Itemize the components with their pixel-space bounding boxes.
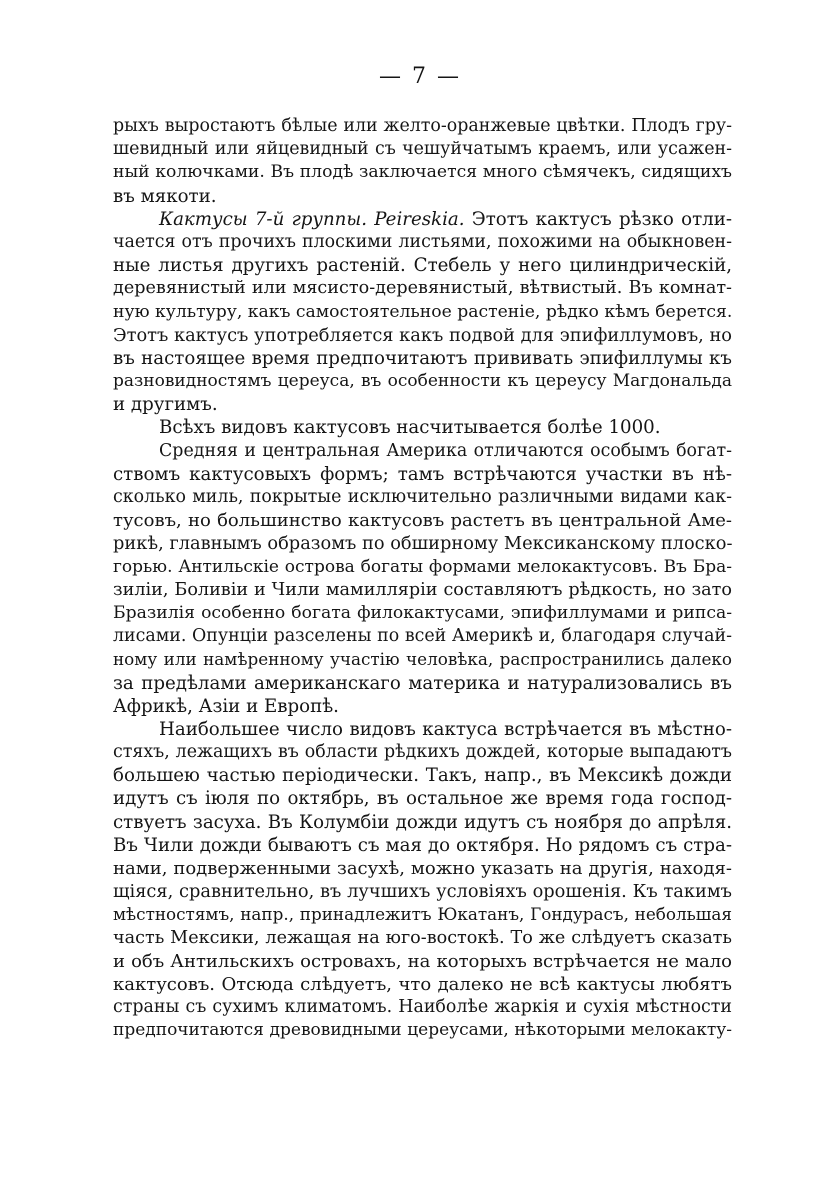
text-line: мѣстностямъ, напр., принадлежитъ Юкатанъ, Гондурасъ, небольшая xyxy=(113,904,732,925)
text-line: ствомъ кактусовыхъ формъ; тамъ встрѣчаются участки въ нѣ- xyxy=(113,463,732,485)
text-line: Этотъ кактусъ употребляется какъ подвой для эпифиллумовъ, но xyxy=(113,324,733,346)
text-line: шевидный или яйцевидный съ чешуйчатымъ краемъ, или усажен- xyxy=(113,139,732,160)
body-text xyxy=(113,115,732,1043)
text-line: ствуетъ засуха. Въ Колумбіи дожди идутъ съ ноября до апрѣля. xyxy=(113,811,732,833)
text-line: часть Мексики, лежащая на юго-востокѣ. То же слѣдуетъ сказать xyxy=(113,927,732,948)
text-line: зиліи, Боливіи и Чили мамилляріи составляютъ рѣдкость, но зато xyxy=(113,579,732,600)
text-line: Африкѣ, Азіи и Европѣ. xyxy=(113,695,339,717)
text-line: рыхъ выростаютъ бѣлые или желто-оранжевые цвѣтки. Плодъ гру- xyxy=(113,116,732,136)
text-line: горью. Антильскіе острова богаты формами мелокактусовъ. Въ Бра- xyxy=(113,556,732,577)
text-line: стяхъ, лежащихъ въ области рѣдкихъ дождей, которые выпадаютъ xyxy=(113,742,732,763)
text-line: Наибольшее число видовъ кактуса встрѣчается въ мѣстно- xyxy=(159,718,732,740)
text-line: Средняя и центральная Америка отличаются особымъ богат- xyxy=(159,440,732,461)
page-number: — 7 — xyxy=(379,64,461,89)
text-line: рикѣ, главнымъ образомъ по обширному Мексиканскому плоско- xyxy=(113,533,733,555)
text-line: идутъ съ іюля по октябрь, въ остальное же время года господ- xyxy=(113,788,732,810)
text-line: разновидностямъ цереуса, въ особенности къ цереусу Магдональда xyxy=(113,371,732,392)
text-line: щіяся, сравнительно, въ лучшихъ условіяхъ орошенія. Къ такимъ xyxy=(113,881,732,903)
text-line: Въ Чили дожди бываютъ съ мая до октября. Но рядомъ съ стра- xyxy=(113,834,732,856)
text-line: лисами. Опунціи разселены по всей Америкѣ и, благодаря случай- xyxy=(113,626,732,647)
text-line: ную культуру, какъ самостоятельное растеніе, рѣдко кѣмъ берется. xyxy=(113,301,733,322)
text-line: въ настоящее время предпочитаютъ прививать эпифиллумы къ xyxy=(113,347,732,369)
text-line: страны съ сухимъ климатомъ. Наиболѣе жаркія и сухія мѣстности xyxy=(113,997,732,1018)
text-line: деревянистый или мясисто-деревянистый, вѣтвистый. Въ комнат- xyxy=(113,278,732,299)
text-line: и объ Антильскихъ островахъ, на которыхъ встрѣчается не мало xyxy=(113,950,732,972)
section-heading: Кактусы 7-й группы. Peireskia. xyxy=(159,208,465,230)
text-line: чается отъ прочихъ плоскими листьями, похожими на обыкновен- xyxy=(113,231,732,252)
text-line: предпочитаются древовидными цереусами, нѣкоторыми мелокакту- xyxy=(113,1020,732,1041)
text-line: сколько миль, покрытые исключительно различными видами как- xyxy=(113,487,732,507)
text-line: ному или намѣренному участію человѣка, распространились далеко xyxy=(113,649,732,670)
text-line: за предѣлами американскаго материка и натурализовались въ xyxy=(113,672,732,694)
text-line: нами, подверженными засухѣ, можно указать на другія, находя- xyxy=(113,858,732,879)
text-line: кактусовъ. Отсюда слѣдуетъ, что далеко не всѣ кактусы любятъ xyxy=(113,973,732,995)
text-line: тусовъ, но большинство кактусовъ растетъ въ центральной Аме- xyxy=(113,510,732,532)
text-line: Бразилія особенно богата филокактусами, эпифиллумами и рипса- xyxy=(113,602,732,623)
text-line: ный колючками. Въ плодѣ заключается много сѣмячекъ, сидящихъ xyxy=(113,162,732,183)
text-line xyxy=(113,208,732,231)
text-line: и другимъ. xyxy=(113,394,218,416)
text-fragment: Этотъ кактусъ рѣзко отли- xyxy=(464,208,732,230)
text-line: большею частью періодически. Такъ, напр., въ Мексикѣ дожди xyxy=(113,765,732,787)
text-line: Всѣхъ видовъ кактусовъ насчитывается болѣе 1000. xyxy=(159,417,661,439)
text-line: ные листья другихъ растеній. Стебель у него цилиндрическій, xyxy=(113,255,732,277)
text-line: въ мякоти. xyxy=(113,185,217,207)
